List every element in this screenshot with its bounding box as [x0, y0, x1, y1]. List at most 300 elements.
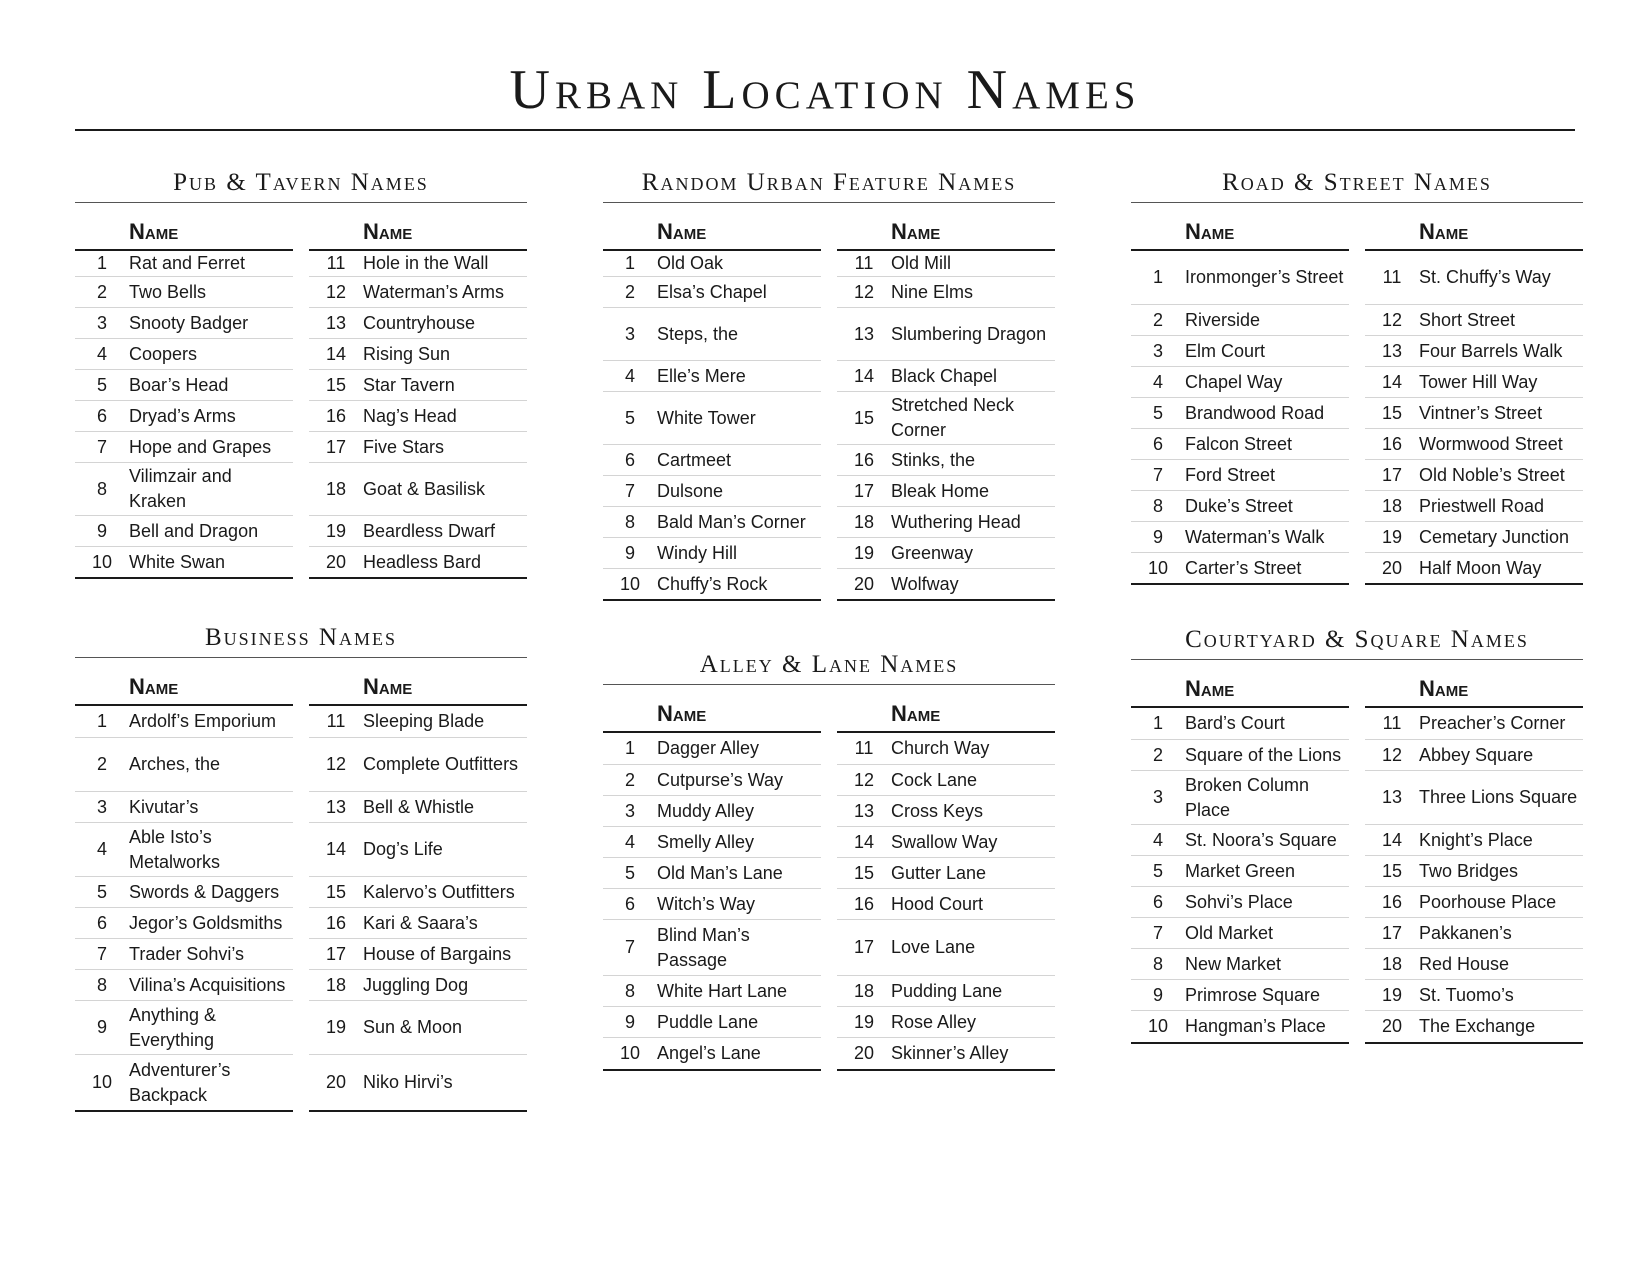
row-number: 11	[326, 711, 346, 731]
row-name: Cutpurse’s Way	[657, 769, 784, 790]
table-row	[1131, 825, 1349, 856]
row-number: 20	[325, 551, 347, 572]
table-row	[837, 1038, 1055, 1071]
row-name: Chapel Way	[1185, 371, 1283, 392]
row-number: 20	[1381, 1016, 1403, 1036]
row-name: Jegor’s Goldsmiths	[129, 912, 283, 933]
number-header	[837, 703, 891, 731]
table-row	[837, 476, 1055, 507]
column-header	[1131, 221, 1349, 251]
row-name: Primrose Square	[1185, 984, 1321, 1005]
row-number: 6	[96, 405, 107, 426]
row-number: 4	[1152, 371, 1163, 392]
name-table-left	[603, 703, 821, 1071]
table-row	[75, 370, 293, 401]
table-row	[837, 796, 1055, 827]
row-number: 17	[853, 937, 875, 957]
table-row	[1365, 825, 1583, 856]
table-row	[75, 877, 293, 908]
name-header: Name	[363, 674, 413, 699]
table-row	[837, 733, 1055, 765]
section-feature	[603, 170, 1055, 601]
row-name: St. Noora’s Square	[1185, 829, 1337, 850]
name-table-left	[603, 221, 821, 601]
row-name: Kari & Saara’s	[363, 912, 478, 933]
row-name: Pudding Lane	[891, 980, 1003, 1001]
row-number: 19	[853, 542, 875, 563]
row-name: Countryhouse	[363, 312, 476, 333]
row-name: Abbey Square	[1419, 744, 1534, 765]
row-number: 12	[1381, 744, 1403, 765]
row-name: Trader Sohvi’s	[129, 943, 245, 964]
table-row	[1365, 856, 1583, 887]
row-name: The Exchange	[1419, 1016, 1536, 1036]
row-name: Anything & Everything	[129, 1004, 217, 1050]
table-row	[1131, 460, 1349, 491]
row-name: Kalervo’s Outfitters	[363, 881, 515, 902]
row-name: Snooty Badger	[129, 312, 249, 333]
row-name: Two Bridges	[1419, 860, 1519, 881]
row-number: 4	[96, 343, 107, 364]
table-row	[75, 516, 293, 547]
row-name: Hope and Grapes	[129, 436, 272, 457]
table-row	[837, 392, 1055, 445]
row-name: Old Noble’s Street	[1419, 464, 1565, 485]
table-row	[1131, 708, 1349, 740]
table-row	[603, 976, 821, 1007]
row-name: Broken Column Place	[1185, 774, 1310, 820]
row-name: Love Lane	[891, 937, 976, 957]
table-row	[75, 792, 293, 823]
number-header	[309, 221, 363, 249]
table-row	[75, 308, 293, 339]
row-name: White Swan	[129, 551, 226, 572]
row-number: 1	[1152, 713, 1163, 733]
name-table-right	[1365, 678, 1583, 1044]
row-name: Swallow Way	[891, 831, 998, 852]
row-name: Dulsone	[657, 480, 724, 501]
table-row	[1365, 740, 1583, 771]
row-number: 11	[326, 253, 346, 273]
row-name: Able Isto’s Metalworks	[129, 826, 221, 872]
table-row	[309, 463, 527, 516]
number-header	[837, 221, 891, 249]
row-number: 9	[1152, 526, 1163, 547]
row-number: 20	[853, 573, 875, 594]
row-number: 19	[1381, 526, 1403, 547]
table-row	[837, 445, 1055, 476]
row-name: Sohvi’s Place	[1185, 891, 1293, 912]
row-name: Cemetary Junction	[1419, 526, 1570, 547]
table-row	[309, 970, 527, 1001]
table-row	[1131, 887, 1349, 918]
row-number: 8	[1152, 953, 1163, 974]
row-number: 15	[325, 374, 347, 395]
row-name: Five Stars	[363, 436, 445, 457]
row-number: 7	[96, 943, 107, 964]
row-name: Adventurer’s Backpack	[129, 1059, 231, 1105]
table-row	[1365, 491, 1583, 522]
table-row	[837, 569, 1055, 601]
row-number: 1	[96, 711, 107, 731]
row-number: 2	[96, 754, 107, 774]
row-name: Three Lions Square	[1419, 787, 1578, 807]
table-row	[75, 738, 293, 792]
table-row	[603, 277, 821, 308]
row-name: Vintner’s Street	[1419, 402, 1543, 423]
name-table-right	[309, 676, 527, 1112]
name-header: Name	[657, 701, 707, 726]
row-number: 18	[853, 511, 875, 532]
row-name: Slumbering Dragon	[891, 323, 1047, 344]
row-name: St. Chuffy’s Way	[1419, 267, 1551, 287]
row-name: Square of the Lions	[1185, 744, 1342, 765]
section-courtyard	[1131, 627, 1583, 1044]
row-name: Nag’s Head	[363, 405, 457, 426]
row-number: 2	[624, 281, 635, 302]
table-row	[1131, 251, 1349, 305]
name-header: Name	[1419, 219, 1469, 244]
row-name: Beardless Dwarf	[363, 520, 496, 541]
number-header	[1365, 221, 1419, 249]
number-header	[1131, 678, 1185, 706]
row-name: Black Chapel	[891, 365, 998, 386]
row-number: 12	[325, 754, 347, 774]
table-row	[1365, 522, 1583, 553]
name-table-right	[1365, 221, 1583, 585]
row-number: 5	[1152, 860, 1163, 881]
column-header	[603, 703, 821, 733]
row-name: Windy Hill	[657, 542, 738, 563]
table-row	[309, 792, 527, 823]
row-name: Steps, the	[657, 323, 739, 344]
table-row	[837, 1007, 1055, 1038]
table-row	[603, 476, 821, 507]
row-number: 18	[325, 974, 347, 995]
row-number: 2	[1152, 309, 1163, 330]
table-row	[309, 277, 527, 308]
row-name: Four Barrels Walk	[1419, 340, 1563, 361]
row-number: 11	[854, 253, 874, 273]
row-number: 16	[1381, 433, 1403, 454]
name-table-left	[1131, 678, 1349, 1044]
table-row	[1131, 771, 1349, 825]
row-number: 12	[853, 769, 875, 790]
name-table-right	[837, 703, 1055, 1071]
row-name: Old Mill	[891, 253, 952, 273]
row-name: Bell and Dragon	[129, 520, 259, 541]
row-name: Vilimzair and Kraken	[129, 466, 232, 511]
table-row	[603, 392, 821, 445]
row-name: Short Street	[1419, 309, 1516, 330]
section-title: Business Names	[75, 625, 527, 658]
table-row	[75, 401, 293, 432]
table-row	[603, 308, 821, 361]
table-row	[75, 706, 293, 738]
row-name: Bald Man’s Corner	[657, 511, 806, 532]
row-name: Rose Alley	[891, 1011, 977, 1032]
row-name: Wolfway	[891, 573, 959, 594]
row-name: Stinks, the	[891, 449, 976, 470]
row-name: Headless Bard	[363, 551, 482, 572]
table-row	[1365, 336, 1583, 367]
column-header	[837, 703, 1055, 733]
column-header	[837, 221, 1055, 251]
row-name: Elle’s Mere	[657, 365, 746, 386]
row-name: Two Bells	[129, 281, 207, 302]
row-number: 17	[325, 436, 347, 457]
row-number: 10	[619, 573, 641, 594]
table-row	[1131, 491, 1349, 522]
row-number: 9	[96, 1017, 107, 1037]
table-row	[603, 445, 821, 476]
row-number: 2	[1152, 744, 1163, 765]
row-name: Cross Keys	[891, 800, 984, 821]
section-business	[75, 625, 527, 1112]
row-name: Arches, the	[129, 754, 221, 774]
table-row	[1365, 367, 1583, 398]
column-header	[1365, 678, 1583, 708]
row-number: 5	[1152, 402, 1163, 423]
row-number: 15	[853, 862, 875, 883]
row-name: Ardolf’s Emporium	[129, 711, 277, 731]
table-row	[309, 432, 527, 463]
table-row	[1131, 398, 1349, 429]
table-row	[1131, 856, 1349, 887]
section-title: Alley & Lane Names	[603, 652, 1055, 685]
table-row	[837, 538, 1055, 569]
row-number: 9	[96, 520, 107, 541]
row-name: Ironmonger’s Street	[1185, 267, 1344, 287]
row-number: 14	[853, 365, 875, 386]
row-name: Rising Sun	[363, 343, 451, 364]
row-number: 13	[853, 800, 875, 821]
table-row	[1365, 398, 1583, 429]
row-name: Pakkanen’s	[1419, 922, 1512, 943]
table-row	[1365, 553, 1583, 585]
table-row	[309, 939, 527, 970]
name-header: Name	[1185, 219, 1235, 244]
row-number: 16	[1381, 891, 1403, 912]
number-header	[75, 676, 129, 704]
table-row	[1365, 1011, 1583, 1044]
row-name: Sun & Moon	[363, 1017, 463, 1037]
row-name: House of Bargains	[363, 943, 512, 964]
row-name: Dog’s Life	[363, 839, 443, 859]
row-number: 3	[96, 796, 107, 817]
name-header: Name	[129, 674, 179, 699]
table-row	[75, 908, 293, 939]
row-name: Half Moon Way	[1419, 557, 1542, 578]
row-name: Knight’s Place	[1419, 829, 1533, 850]
number-header	[309, 676, 363, 704]
row-number: 13	[325, 796, 347, 817]
row-name: Witch’s Way	[657, 893, 756, 914]
row-number: 20	[853, 1043, 875, 1063]
name-header: Name	[1185, 676, 1235, 701]
row-name: Ford Street	[1185, 464, 1276, 485]
table-row	[837, 251, 1055, 277]
row-number: 19	[325, 1017, 347, 1037]
table-row	[603, 361, 821, 392]
section-pub	[75, 170, 527, 579]
table-row	[75, 547, 293, 579]
row-name: Hood Court	[891, 893, 984, 914]
row-number: 7	[96, 436, 107, 457]
row-number: 15	[853, 407, 875, 428]
row-number: 14	[1381, 829, 1403, 850]
table-row	[837, 920, 1055, 976]
row-number: 19	[325, 520, 347, 541]
table-row	[1365, 918, 1583, 949]
row-name: Priestwell Road	[1419, 495, 1545, 516]
table-row	[309, 401, 527, 432]
table-row	[309, 516, 527, 547]
row-number: 3	[624, 800, 635, 821]
row-name: Riverside	[1185, 309, 1261, 330]
name-table-right	[837, 221, 1055, 601]
table-row	[603, 827, 821, 858]
row-number: 4	[624, 365, 635, 386]
row-number: 14	[853, 831, 875, 852]
table-row	[603, 858, 821, 889]
row-name: Angel’s Lane	[657, 1043, 761, 1063]
table-row	[309, 547, 527, 579]
table-row	[1131, 553, 1349, 585]
row-name: Rat and Ferret	[129, 253, 246, 273]
table-row	[603, 251, 821, 277]
row-name: Star Tavern	[363, 374, 455, 395]
row-name: Old Oak	[657, 253, 724, 273]
table-row	[837, 976, 1055, 1007]
row-name: Coopers	[129, 343, 198, 364]
name-table-left	[1131, 221, 1349, 585]
column-header	[1365, 221, 1583, 251]
number-header	[1131, 221, 1185, 249]
row-number: 6	[1152, 433, 1163, 454]
row-name: Wormwood Street	[1419, 433, 1563, 454]
table-row	[1131, 305, 1349, 336]
row-name: Hangman’s Place	[1185, 1016, 1326, 1036]
name-header: Name	[891, 701, 941, 726]
table-row	[309, 308, 527, 339]
section-title: Random Urban Feature Names	[603, 170, 1055, 203]
table-row	[75, 463, 293, 516]
row-number: 8	[96, 478, 107, 499]
row-name: Waterman’s Arms	[363, 281, 505, 302]
table-row	[837, 308, 1055, 361]
row-number: 18	[1381, 953, 1403, 974]
row-number: 8	[624, 511, 635, 532]
row-number: 9	[624, 1011, 635, 1032]
name-header: Name	[363, 219, 413, 244]
row-name: Brandwood Road	[1185, 402, 1325, 423]
row-number: 12	[853, 281, 875, 302]
row-number: 6	[624, 449, 635, 470]
row-number: 15	[325, 881, 347, 902]
section-title: Courtyard & Square Names	[1131, 627, 1583, 660]
row-number: 2	[624, 769, 635, 790]
row-number: 5	[96, 881, 107, 902]
row-number: 4	[96, 839, 107, 859]
row-number: 6	[624, 893, 635, 914]
row-name: New Market	[1185, 953, 1282, 974]
row-number: 1	[624, 738, 635, 758]
table-row	[75, 970, 293, 1001]
row-number: 11	[1382, 267, 1402, 287]
table-row	[309, 706, 527, 738]
column-header	[75, 221, 293, 251]
table-row	[309, 1055, 527, 1112]
table-row	[75, 277, 293, 308]
row-number: 6	[1152, 891, 1163, 912]
row-number: 7	[624, 480, 635, 501]
row-name: Bell & Whistle	[363, 796, 475, 817]
table-row	[603, 889, 821, 920]
row-name: Market Green	[1185, 860, 1296, 881]
row-number: 2	[96, 281, 107, 302]
row-name: Bard’s Court	[1185, 713, 1285, 733]
row-number: 20	[1381, 557, 1403, 578]
row-name: Old Man’s Lane	[657, 862, 783, 883]
row-number: 1	[624, 253, 635, 273]
row-name: Boar’s Head	[129, 374, 229, 395]
row-name: Swords & Daggers	[129, 881, 280, 902]
row-name: Duke’s Street	[1185, 495, 1293, 516]
row-name: Kivutar’s	[129, 796, 199, 817]
row-number: 16	[853, 449, 875, 470]
row-number: 16	[325, 912, 347, 933]
table-row	[1131, 367, 1349, 398]
row-number: 9	[1152, 984, 1163, 1005]
row-name: Wuthering Head	[891, 511, 1021, 532]
table-row	[603, 796, 821, 827]
row-number: 5	[624, 862, 635, 883]
row-number: 17	[853, 480, 875, 501]
table-row	[1131, 980, 1349, 1011]
row-number: 3	[96, 312, 107, 333]
row-number: 18	[1381, 495, 1403, 516]
table-row	[603, 765, 821, 796]
name-table-left	[75, 221, 293, 579]
row-name: Skinner’s Alley	[891, 1043, 1009, 1063]
table-row	[75, 432, 293, 463]
row-number: 20	[325, 1072, 347, 1092]
row-number: 19	[1381, 984, 1403, 1005]
row-name: Stretched Neck Corner	[891, 395, 1015, 440]
row-number: 14	[1381, 371, 1403, 392]
page-title: Urban Location Names	[509, 59, 1141, 121]
row-number: 14	[325, 839, 347, 859]
row-number: 17	[1381, 464, 1403, 485]
row-name: Niko Hirvi’s	[363, 1072, 453, 1092]
column-header	[603, 221, 821, 251]
number-header	[603, 703, 657, 731]
row-name: Bleak Home	[891, 480, 990, 501]
row-number: 16	[325, 405, 347, 426]
row-name: Muddy Alley	[657, 800, 755, 821]
table-row	[603, 1038, 821, 1071]
number-header	[1365, 678, 1419, 706]
row-name: Complete Outfitters	[363, 754, 519, 774]
name-table-right	[309, 221, 527, 579]
row-number: 8	[1152, 495, 1163, 516]
number-header	[603, 221, 657, 249]
row-number: 8	[96, 974, 107, 995]
row-number: 13	[1381, 340, 1403, 361]
row-number: 3	[1152, 340, 1163, 361]
row-name: Dryad’s Arms	[129, 405, 236, 426]
